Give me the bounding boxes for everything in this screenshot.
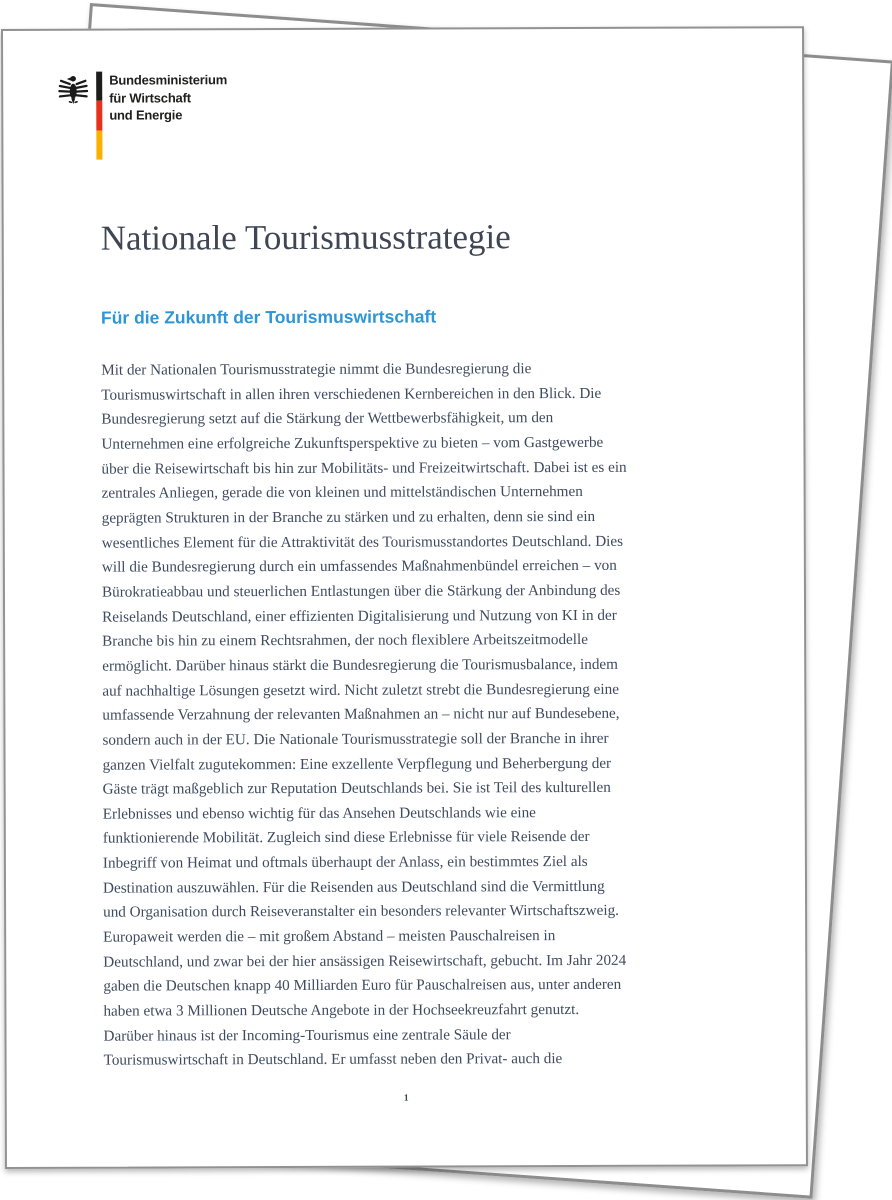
body-line: Unternehmen eine erfolgreiche Zukunftsperspektive zu bieten – vom Gastgewerbe [101, 433, 604, 453]
flag-stripe-black [96, 72, 102, 101]
body-line: geprägten Strukturen in der Branche zu stärken und zu erhalten, denn sie sind ein [101, 507, 596, 527]
ministry-name-line3: und Energie [109, 107, 183, 123]
body-line: über die Reisewirtschaft bis hin zur Mobilitäts- und Freizeitwirtschaft. Dabei ist es ein [101, 458, 627, 478]
body-line: Tourismuswirtschaft in allen ihren verschiedenen Kernbereichen in den Blick. Die [101, 384, 602, 404]
body-line: Branche bis hin zu einem Rechtsrahmen, der noch flexiblere Arbeitszeitmodelle [102, 631, 589, 650]
body-line: gaben die Deutschen knapp 40 Milliarden Euro für Pauschalreisen aus, unter anderen [103, 976, 622, 996]
body-line: und Organisation durch Reiseveranstalter ein besonders relevanter Wirtschaftszweig. [103, 902, 619, 922]
body-line: ermöglicht. Darüber hinaus stärkt die Bundesregierung die Tourismusbalance, indem [102, 655, 619, 675]
ministry-name-line1: Bundesministerium [109, 72, 228, 88]
body-line: umfassende Verzahnung der relevanten Maßnahmen an – nicht nur auf Bundesebene, [102, 705, 620, 724]
body-line: Reiselands Deutschland, einer effizienten Digitalisierung und Nutzung von KI in der [102, 606, 617, 626]
body-line: Destination auszuwählen. Für die Reisenden aus Deutschland sind die Vermittlung [102, 877, 605, 897]
flag-stripe [96, 72, 102, 160]
document-subtitle: Für die Zukunft der Tourismuswirtschaft [100, 306, 437, 328]
body-line: wesentliches Element für die Attraktivität des Tourismusstandortes Deutschland. Dies [101, 532, 624, 552]
body-line: Deutschland, und zwar bei der hier ansässigen Reisewirtschaft, gebucht. Im Jahr 2024 [103, 951, 627, 971]
body-line: haben etwa 3 Millionen Deutsche Angebote in der Hochseekreuzfahrt genutzt. [103, 1001, 580, 1020]
body-text [101, 356, 728, 1073]
body-line: ganzen Vielfalt zugutekommen: Eine exzellente Verpflegung und Beherbergung der [102, 754, 612, 774]
body-line: Inbegriff von Heimat und oftmals überhaupt der Anlass, ein bestimmtes Ziel als [102, 853, 588, 872]
body-line: Mit der Nationalen Tourismusstrategie nimmt die Bundesregierung die [101, 360, 532, 379]
body-line: Gäste trägt maßgeblich zur Reputation Deutschlands bei. Sie ist Teil des kulturellen [102, 779, 611, 798]
body-line: Tourismuswirtschaft in Deutschland. Er umfasst neben den Privat- auch die [103, 1050, 563, 1070]
body-line: funktionierende Mobilität. Zugleich sind diese Erlebnisse für viele Reisende der [102, 828, 590, 848]
ministry-name-line2: für Wirtschaft [109, 89, 191, 106]
federal-eagle-icon [58, 71, 88, 107]
body-line: auf nachhaltige Lösungen gesetzt wird. Nicht zuletzt strebt die Bundesregierung eine [102, 680, 619, 700]
body-line: zentrales Anliegen, gerade die von kleinen und mittelständischen Unternehmen [101, 483, 583, 502]
body-line: Bürokratieabbau und steuerlichen Entlastungen über die Stärkung der Anbindung des [101, 581, 621, 601]
page-number: 1 [403, 1093, 409, 1104]
flag-stripe-gold [96, 130, 102, 159]
document-title: Nationale Tourismusstrategie [100, 217, 511, 258]
front-page-sheet [1, 26, 808, 1169]
body-line: sondern auch in der EU. Die Nationale Tourismusstrategie soll der Branche in ihrer [102, 729, 609, 749]
ministry-name [109, 71, 227, 124]
body-line: Erlebnisses und ebenso wichtig für das Ansehen Deutschlands wie eine [102, 803, 536, 823]
body-line: Europaweit werden die – mit großem Abstand – meisten Pauschalreisen in [103, 927, 556, 946]
body-line: Darüber hinaus ist der Incoming-Tourismus eine zentrale Säule der [103, 1025, 511, 1045]
body-line: will die Bundesregierung durch ein umfassendes Maßnahmenbündel erreichen – von [101, 557, 617, 576]
body-line: Bundesregierung setzt auf die Stärkung der Wettbewerbsfähigkeit, um den [101, 409, 554, 428]
flag-stripe-red [96, 101, 102, 130]
